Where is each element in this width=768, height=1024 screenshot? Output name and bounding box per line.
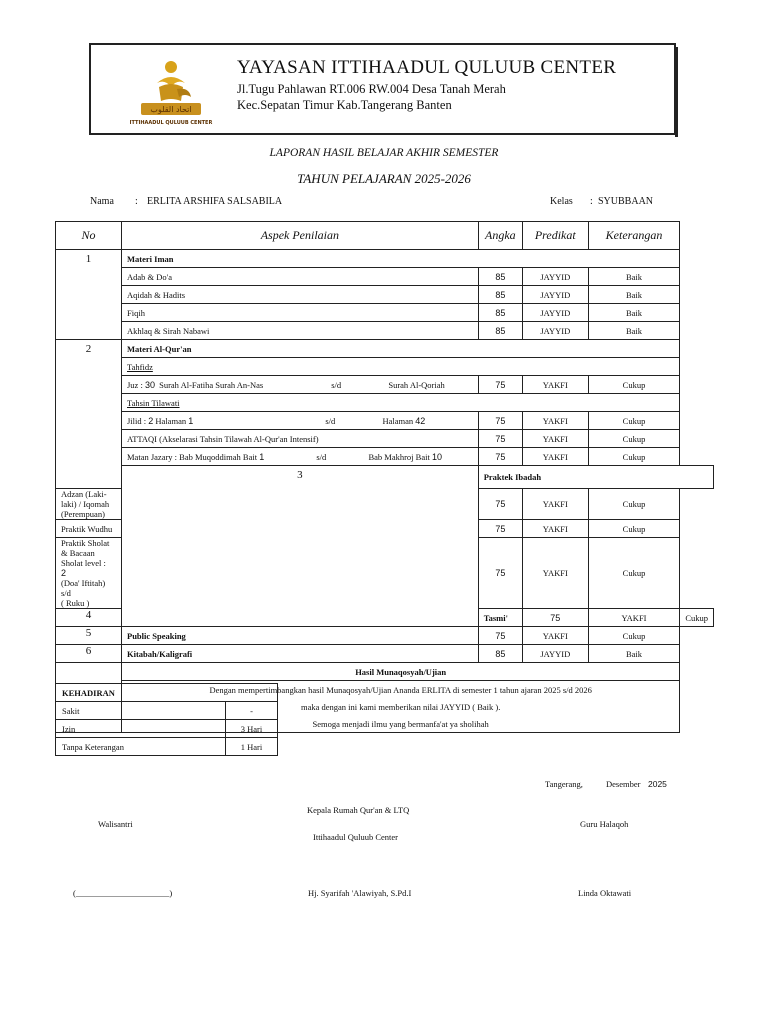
angka-value: 75 (478, 489, 522, 520)
predikat-value: YAKFI (522, 448, 588, 466)
report-title: LAPORAN HASIL BELAJAR AKHIR SEMESTER (269, 147, 499, 159)
svg-text:اتحاد القلوب: اتحاد القلوب (150, 105, 192, 114)
org-name: YAYASAN ITTIHAADUL QULUUB CENTER (237, 57, 617, 78)
date-year: 2025 (648, 779, 667, 789)
col-no: No (56, 222, 122, 250)
kepala-title-1: Kepala Rumah Qur'an & LTQ (307, 805, 410, 815)
student-class: SYUBBAAN (598, 196, 654, 207)
table-header-row (56, 222, 714, 250)
table-row (56, 322, 714, 340)
attendance-label: Izin (56, 720, 226, 738)
juz-end: Surah Al-Qoriah (388, 379, 445, 390)
grades-table (55, 221, 714, 733)
angka-value: 75 (478, 627, 522, 645)
section-no: 2 (56, 340, 122, 489)
subsection-row (56, 394, 714, 412)
subsection-title: Tahsin Tilawati (122, 394, 680, 412)
predikat-value: YAKFI (522, 520, 588, 538)
guru-name: Linda Oktawati (578, 888, 632, 898)
jilid-label: Jilid : (127, 415, 147, 426)
angka-value: 75 (478, 448, 522, 466)
subsection-row (56, 358, 714, 376)
section-no: 5 (56, 627, 122, 645)
attendance-value: 1 Hari (226, 738, 278, 756)
attendance-title: KEHADIRAN (56, 684, 278, 702)
place-date: Tangerang, (545, 779, 583, 789)
aspek-label: ATTAQI (Akselarasi Tahsin Tilawah Al-Qur'an Intensif) (122, 430, 479, 448)
section-no: 4 (56, 609, 122, 627)
aspek-label: Adab & Do'a (122, 268, 479, 286)
aspek-label: Aqidah & Hadits (122, 286, 479, 304)
sholat-end: ( Ruku ) (61, 598, 90, 608)
section-no: 6 (56, 645, 122, 663)
section-no: 3 (122, 466, 479, 627)
attendance-value: - (226, 702, 278, 720)
jilid-page-label: Halaman (155, 415, 187, 426)
angka-value: 75 (478, 430, 522, 448)
jilid-page-end: 42 (415, 415, 426, 426)
angka-value: 85 (478, 645, 522, 663)
col-aspek: Aspek Penilaian (122, 222, 479, 250)
table-row (56, 645, 714, 663)
juz-start: Surah Al-Fatiha Surah An-Nas (159, 379, 264, 390)
predikat-value: YAKFI (522, 627, 588, 645)
predikat-value: YAKFI (522, 412, 588, 430)
kepala-title-2: Ittihaadul Quluub Center (313, 832, 398, 842)
juz-row-label (122, 376, 479, 394)
col-keterangan: Keterangan (588, 222, 680, 250)
keterangan-value: Baik (588, 645, 680, 663)
section-no: 1 (56, 250, 122, 340)
sholat-row-label (56, 538, 122, 609)
jilid-page-label-2: Halaman (382, 415, 414, 426)
keterangan-value: Cukup (588, 448, 680, 466)
aspek-label: Adzan (Laki-laki) / Iqomah (Perempuan) (56, 489, 122, 520)
angka-value: 75 (478, 376, 522, 394)
section-row (56, 340, 714, 358)
keterangan-value: Cukup (588, 520, 680, 538)
name-sep: : (135, 196, 138, 207)
section-title: Public Speaking (122, 627, 479, 645)
student-name: ERLITA ARSHIFA SALSABILA (147, 196, 283, 207)
predikat-value: JAYYID (522, 645, 588, 663)
predikat-value: JAYYID (522, 268, 588, 286)
jilid-sd: s/d (325, 415, 336, 426)
attendance-value: 3 Hari (226, 720, 278, 738)
walisantri-label: Walisantri (98, 819, 133, 829)
keterangan-value: Cukup (588, 430, 680, 448)
keterangan-value: Baik (588, 286, 680, 304)
jilid-number: 2 (148, 415, 154, 426)
kepala-name: Hj. Syarifah 'Alawiyah, S.Pd.I (308, 888, 412, 898)
attendance-label: Sakit (56, 702, 226, 720)
jazary-start: 1 (259, 451, 265, 462)
section-title: Materi Iman (122, 250, 680, 268)
hasil-title-row (56, 663, 714, 681)
jazary-row-label (122, 448, 479, 466)
hasil-line-3: Semoga menjadi ilmu yang bermanfa'at ya sholihah (122, 715, 680, 733)
aspek-label: Fiqih (122, 304, 479, 322)
table-row (56, 627, 714, 645)
section-title: Kitabah/Kaligrafi (122, 645, 479, 663)
table-row (56, 304, 714, 322)
subsection-title: Tahfidz (122, 358, 680, 376)
guru-label: Guru Halaqoh (580, 819, 629, 829)
jazary-sd: s/d (316, 451, 327, 462)
sholat-sd: s/d (61, 588, 71, 598)
juz-number: 30 (144, 379, 155, 390)
keterangan-value: Cukup (588, 489, 680, 520)
logo-icon (119, 53, 221, 129)
sholat-start: (Doa' Iftitah) (61, 578, 106, 588)
angka-value: 75 (522, 609, 588, 627)
col-predikat: Predikat (522, 222, 588, 250)
predikat-value: JAYYID (522, 286, 588, 304)
name-label: Nama (90, 196, 114, 207)
angka-value: 75 (478, 538, 522, 609)
attendance-label: Tanpa Keterangan (56, 738, 226, 756)
table-row (56, 430, 714, 448)
col-angka: Angka (478, 222, 522, 250)
hasil-line-1: Dengan mempertimbangkan hasil Munaqosyah/Ujian Ananda ERLITA di semester 1 tahun ajaran 2025 s/d 2026 (122, 681, 680, 699)
keterangan-value: Baik (588, 322, 680, 340)
predikat-value: YAKFI (588, 609, 680, 627)
table-row (56, 412, 714, 430)
keterangan-value: Baik (588, 268, 680, 286)
jilid-page-start: 1 (188, 415, 194, 426)
aspek-label: Praktik Wudhu (56, 520, 122, 538)
keterangan-value: Cukup (588, 538, 680, 609)
predikat-value: YAKFI (522, 430, 588, 448)
attendance-header (56, 684, 278, 702)
address-line-1: Jl.Tugu Pahlawan RT.006 RW.004 Desa Tanah Merah (237, 82, 506, 96)
table-row (56, 738, 278, 756)
predikat-value: YAKFI (522, 538, 588, 609)
angka-value: 85 (478, 322, 522, 340)
year-title: TAHUN PELAJARAN 2025-2026 (297, 171, 471, 186)
juz-sd: s/d (331, 379, 342, 390)
section-row (56, 466, 714, 489)
walisantri-blank: (______________________) (73, 888, 173, 898)
angka-value: 75 (478, 412, 522, 430)
hasil-title: Hasil Munaqosyah/Ujian (122, 663, 680, 681)
section-title: Praktek Ibadah (478, 466, 713, 489)
date-month: Desember (606, 779, 641, 789)
predikat-value: YAKFI (522, 489, 588, 520)
aspek-label: Akhlaq & Sirah Nabawi (122, 322, 479, 340)
keterangan-value: Cukup (588, 412, 680, 430)
jazary-label: Matan Jazary : Bab Muqoddimah Bait (127, 451, 258, 462)
predikat-value: YAKFI (522, 376, 588, 394)
section-row (56, 250, 714, 268)
angka-value: 85 (478, 286, 522, 304)
jazary-end: 10 (431, 451, 442, 462)
predikat-value: JAYYID (522, 304, 588, 322)
class-label: Kelas (550, 196, 573, 207)
table-row (56, 448, 714, 466)
juz-label: Juz : (127, 379, 143, 390)
table-row (56, 702, 278, 720)
angka-value: 75 (478, 520, 522, 538)
predikat-value: JAYYID (522, 322, 588, 340)
svg-text:ITTIHAADUL QULUUB CENTER: ITTIHAADUL QULUUB CENTER (129, 120, 213, 126)
address-line-2: Kec.Sepatan Timur Kab.Tangerang Banten (237, 98, 452, 112)
section-title: Tasmi' (478, 609, 522, 627)
section-title: Materi Al-Qur'an (122, 340, 680, 358)
hasil-line-2: maka dengan ini kami memberikan nilai JAYYID ( Baik ). (122, 698, 680, 715)
class-sep: : (590, 196, 593, 207)
keterangan-value: Baik (588, 304, 680, 322)
jilid-row-label (122, 412, 479, 430)
table-row (56, 286, 714, 304)
attendance-table (55, 683, 278, 756)
jazary-end-label: Bab Makhroj Bait (368, 451, 430, 462)
table-row (56, 376, 714, 394)
angka-value: 85 (478, 268, 522, 286)
keterangan-value: Cukup (588, 627, 680, 645)
angka-value: 85 (478, 304, 522, 322)
sholat-label: Praktik Sholat & Bacaan Sholat level : (61, 538, 110, 568)
keterangan-value: Cukup (680, 609, 714, 627)
table-row (56, 268, 714, 286)
table-row (56, 720, 278, 738)
keterangan-value: Cukup (588, 376, 680, 394)
letterhead (89, 43, 676, 135)
sholat-level: 2 (61, 568, 67, 578)
